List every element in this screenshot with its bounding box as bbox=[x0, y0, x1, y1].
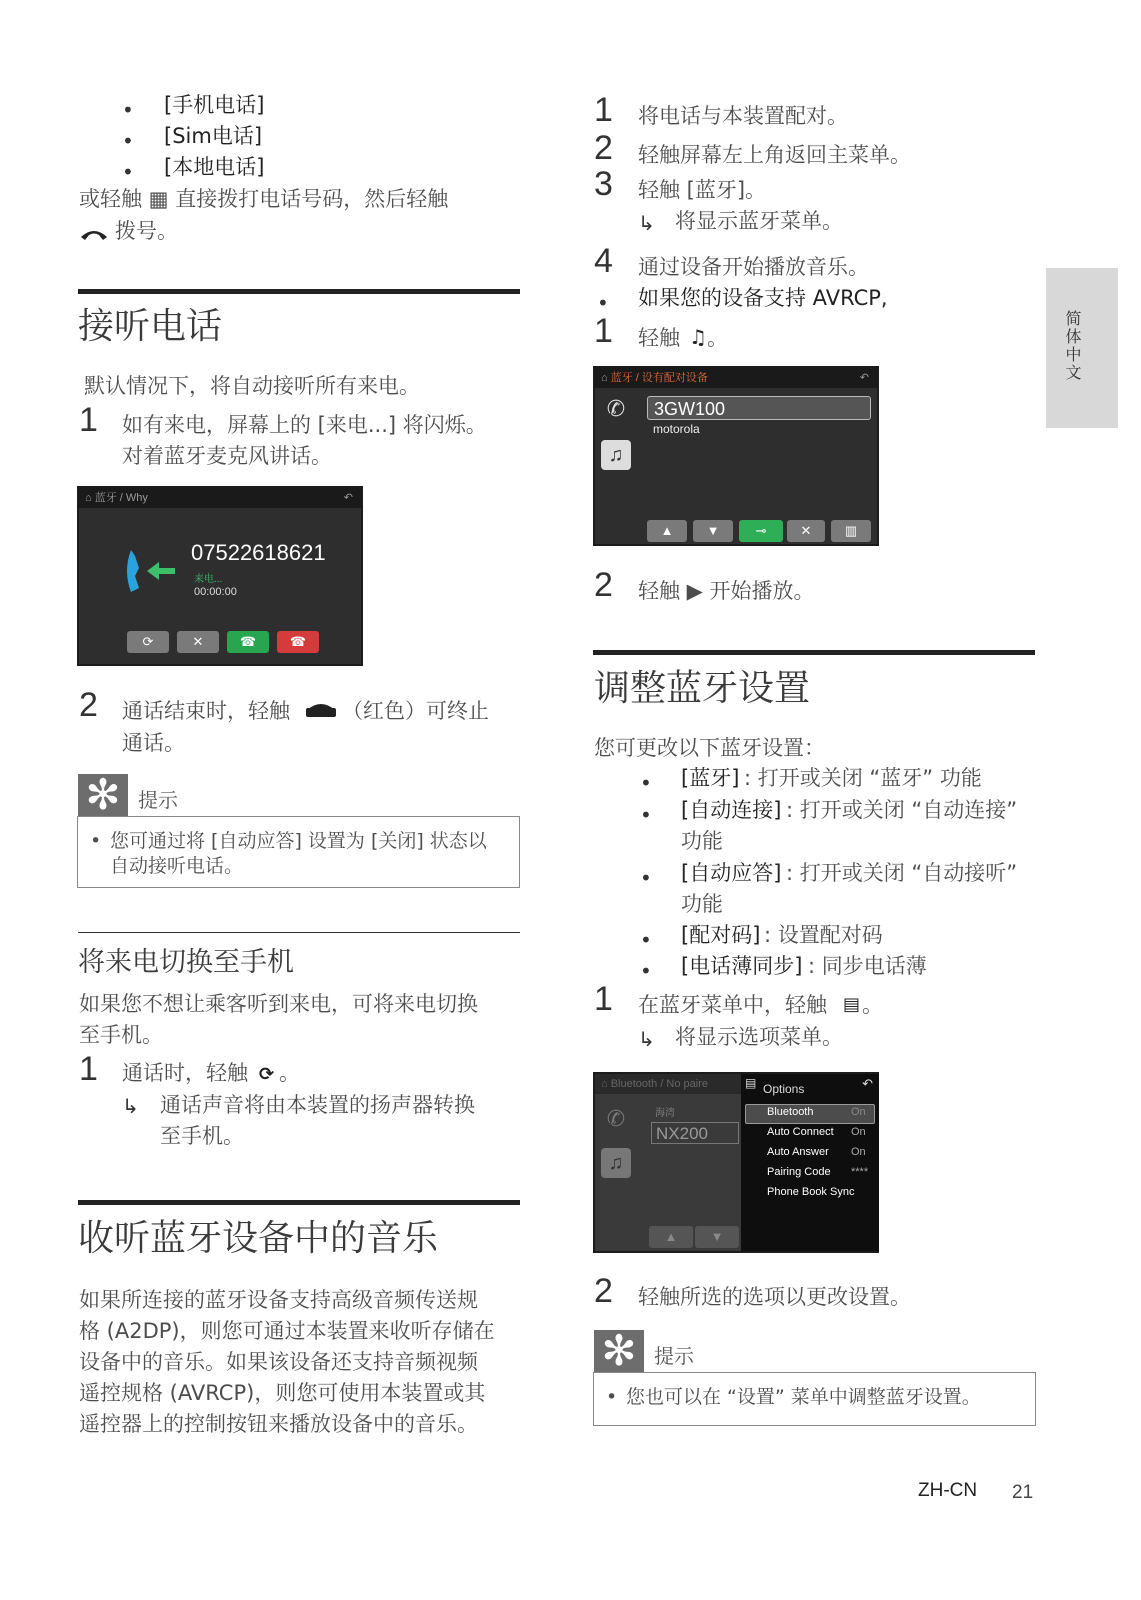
bullet-text: 如果您的设备支持 AVRCP, bbox=[638, 286, 888, 310]
result-arrow-icon: ↳ bbox=[122, 1094, 139, 1118]
option-label[interactable]: Pairing Code bbox=[767, 1166, 831, 1178]
tip-icon: ✻ bbox=[594, 1330, 644, 1372]
home-icon: ⌂ bbox=[85, 492, 92, 504]
red-hangup-icon bbox=[304, 702, 338, 718]
section-rule bbox=[78, 289, 520, 294]
step-number: 1 bbox=[594, 980, 613, 1018]
setting-desc-cont: 功能 bbox=[681, 829, 723, 853]
tip-icon: ✻ bbox=[78, 774, 128, 816]
screen-breadcrumb: ⌂ Bluetooth / No paire bbox=[595, 1074, 877, 1094]
result-text: 将显示选项菜单。 bbox=[675, 1025, 843, 1049]
setting-desc: : 打开或关闭 “自动连接” bbox=[786, 798, 1018, 822]
step-number: 4 bbox=[594, 242, 613, 280]
setting-key: [自动应答] bbox=[681, 861, 782, 885]
switch-audio-icon: ⟳ bbox=[259, 1064, 275, 1085]
back-icon: ↶ bbox=[343, 492, 353, 504]
device-tag: 海湾 bbox=[655, 1108, 675, 1119]
device-name[interactable]: 3GW100 bbox=[647, 396, 871, 420]
call-status: 来电... bbox=[194, 574, 223, 585]
setting-desc: : 打开或关闭 “蓝牙” 功能 bbox=[744, 766, 982, 790]
step-number: 2 bbox=[594, 129, 613, 167]
paragraph-line: 如果您不想让乘客听到来电，可将来电切换 bbox=[79, 992, 478, 1016]
bullet: • bbox=[606, 1386, 618, 1408]
setting-desc: : 同步电话薄 bbox=[808, 954, 927, 978]
step-text: 通话。 bbox=[122, 731, 185, 755]
step-number: 1 bbox=[79, 401, 98, 439]
switch-audio-button[interactable]: ⟳ bbox=[127, 631, 169, 653]
setting-desc: : 打开或关闭 “自动接听” bbox=[786, 861, 1018, 885]
option-value: On bbox=[851, 1106, 866, 1118]
scroll-up-button[interactable]: ▲ bbox=[647, 520, 687, 542]
option-value: **** bbox=[851, 1166, 869, 1178]
home-icon: ⌂ bbox=[601, 1078, 608, 1090]
bullet: • bbox=[640, 959, 652, 983]
intro-text: 您可更改以下蓝牙设置： bbox=[594, 736, 825, 760]
step-text: 轻触屏幕左上角返回主菜单。 bbox=[638, 143, 911, 167]
setting-key: [自动连接] bbox=[681, 798, 782, 822]
bullet: • bbox=[640, 803, 652, 827]
step-text: 轻触 ▶ 开始播放。 bbox=[638, 579, 815, 603]
setting-key: [电话薄同步] bbox=[681, 954, 803, 978]
step-text-end: 。 bbox=[279, 1061, 300, 1085]
music-note-icon: ♫ bbox=[689, 325, 707, 349]
list-item: [Sim电话] bbox=[164, 124, 263, 148]
options-title: Options bbox=[763, 1082, 805, 1096]
call-timer: 00:00:00 bbox=[194, 586, 237, 598]
step-number: 1 bbox=[594, 312, 613, 350]
result-arrow-icon: ↳ bbox=[638, 211, 655, 235]
home-icon: ⌂ bbox=[601, 372, 608, 384]
step-text: 轻触 bbox=[638, 326, 680, 350]
options-menu-icon: ▤ bbox=[843, 994, 861, 1015]
step-number: 2 bbox=[79, 686, 98, 724]
step-number: 3 bbox=[594, 165, 613, 203]
phone-icon: ✆ bbox=[606, 1106, 626, 1131]
option-label[interactable]: Auto Answer bbox=[767, 1146, 829, 1158]
list-item: [手机电话] bbox=[164, 93, 265, 117]
paragraph-line: 至手机。 bbox=[79, 1023, 163, 1047]
device-brand: motorola bbox=[653, 422, 700, 436]
setting-key: [蓝牙] bbox=[681, 766, 740, 790]
options-panel bbox=[741, 1074, 879, 1251]
section-rule bbox=[78, 1200, 520, 1205]
incoming-call-screenshot bbox=[77, 486, 363, 666]
step-number: 2 bbox=[594, 1272, 613, 1310]
section-heading: 收听蓝牙设备中的音乐 bbox=[78, 1218, 439, 1259]
step-text: 对着蓝牙麦克风讲话。 bbox=[122, 444, 332, 468]
option-label[interactable]: Auto Connect bbox=[767, 1126, 834, 1138]
scroll-up-button: ▲ bbox=[649, 1226, 693, 1248]
phone-icon[interactable]: ✆ bbox=[606, 396, 626, 421]
result-text: 将显示蓝牙菜单。 bbox=[675, 209, 843, 233]
incoming-call-icon bbox=[123, 546, 179, 601]
answer-button[interactable]: ☎ bbox=[227, 631, 269, 653]
options-menu-screenshot bbox=[593, 1072, 879, 1253]
dial-instruction-end: 拨号。 bbox=[115, 219, 178, 243]
step-number: 1 bbox=[594, 91, 613, 129]
setting-key: [配对码] bbox=[681, 923, 761, 947]
tip-text: 自动接听电话。 bbox=[110, 855, 244, 877]
option-label[interactable]: Phone Book Sync bbox=[767, 1186, 855, 1198]
option-value: On bbox=[851, 1126, 866, 1138]
step-text: 轻触 [蓝牙]。 bbox=[638, 178, 767, 202]
paragraph-line: 设备中的音乐。如果该设备还支持音频视频 bbox=[79, 1350, 478, 1374]
bullet: • bbox=[597, 291, 609, 315]
step-text: （红色）可终止 bbox=[342, 699, 489, 723]
bullet: • bbox=[122, 98, 134, 122]
scroll-down-button: ▼ bbox=[695, 1226, 739, 1248]
language-side-label: 简体中文 bbox=[1063, 310, 1082, 382]
section-heading: 接听电话 bbox=[78, 306, 223, 347]
step-text: 如有来电，屏幕上的 [来电...] 将闪烁。 bbox=[122, 413, 487, 437]
bullet: • bbox=[640, 771, 652, 795]
screen-breadcrumb: ⌂ 蓝牙 / 设有配对设备 ↶ bbox=[595, 368, 877, 388]
step-text: 通话时，轻触 bbox=[122, 1061, 248, 1085]
bullet: • bbox=[640, 928, 652, 952]
step-number: 2 bbox=[594, 566, 613, 604]
intro-text: 默认情况下，将自动接听所有来电。 bbox=[84, 374, 420, 398]
bluetooth-device-screenshot bbox=[593, 366, 879, 546]
result-text: 至手机。 bbox=[160, 1124, 244, 1148]
step-text-end: 。 bbox=[707, 326, 728, 350]
option-value: On bbox=[851, 1146, 866, 1158]
section-heading: 调整蓝牙设置 bbox=[594, 668, 811, 709]
step-text: 通话结束时，轻触 bbox=[122, 699, 290, 723]
music-icon[interactable]: ♫ bbox=[601, 440, 631, 470]
bullet: • bbox=[640, 866, 652, 890]
step-number: 1 bbox=[79, 1050, 98, 1088]
tip-title: 提示 bbox=[138, 788, 178, 812]
tip-title: 提示 bbox=[654, 1344, 694, 1368]
page-number: 21 bbox=[1012, 1482, 1034, 1503]
back-icon: ↶ bbox=[859, 372, 869, 384]
step-text: 通过设备开始播放音乐。 bbox=[638, 255, 869, 279]
paragraph-line: 遥控器上的控制按钮来播放设备中的音乐。 bbox=[79, 1412, 478, 1436]
step-text: 在蓝牙菜单中，轻触 bbox=[638, 993, 827, 1017]
paragraph-line: 遥控规格 (AVRCP)，则您可使用本装置或其 bbox=[79, 1381, 486, 1405]
bullet: • bbox=[122, 160, 134, 184]
list-item: [本地电话] bbox=[164, 155, 265, 179]
call-handset-icon bbox=[79, 226, 109, 238]
connect-button[interactable]: ⊸ bbox=[739, 520, 783, 542]
result-arrow-icon: ↳ bbox=[638, 1027, 655, 1051]
section-rule bbox=[78, 932, 520, 933]
setting-desc: : 设置配对码 bbox=[764, 923, 883, 947]
trash-button[interactable]: ▥ bbox=[831, 520, 871, 542]
music-icon: ♫ bbox=[601, 1148, 631, 1178]
mute-button[interactable]: ✕ bbox=[177, 631, 219, 653]
subsection-heading: 将来电切换至手机 bbox=[78, 947, 294, 978]
step-text: 轻触所选的选项以更改设置。 bbox=[638, 1285, 911, 1309]
result-text: 通话声音将由本装置的扬声器转换 bbox=[160, 1093, 475, 1117]
step-text: 将电话与本装置配对。 bbox=[638, 104, 848, 128]
hangup-button[interactable]: ☎ bbox=[277, 631, 319, 653]
dial-instruction: 或轻触 ▦ 直接拨打电话号码，然后轻触 bbox=[79, 187, 449, 211]
step-text-end: 。 bbox=[862, 993, 883, 1017]
device-name: NX200 bbox=[651, 1122, 739, 1144]
section-rule bbox=[593, 650, 1035, 655]
bullet: • bbox=[90, 830, 102, 852]
caller-number: 07522618621 bbox=[191, 540, 326, 565]
bullet: • bbox=[122, 129, 134, 153]
back-icon[interactable]: ↶ bbox=[862, 1076, 873, 1091]
scroll-down-button[interactable]: ▼ bbox=[693, 520, 733, 542]
delete-button[interactable]: ✕ bbox=[787, 520, 825, 542]
paragraph-line: 如果所连接的蓝牙设备支持高级音频传送规 bbox=[79, 1288, 478, 1312]
tip-text: 您也可以在 “设置” 菜单中调整蓝牙设置。 bbox=[626, 1386, 981, 1408]
paragraph-line: 格 (A2DP)，则您可通过本装置来收听存储在 bbox=[79, 1319, 495, 1343]
options-icon: ▤ bbox=[745, 1076, 757, 1090]
option-label[interactable]: Bluetooth bbox=[767, 1106, 814, 1118]
setting-desc-cont: 功能 bbox=[681, 892, 723, 916]
footer-language: ZH-CN bbox=[918, 1480, 978, 1501]
tip-text: 您可通过将 [自动应答] 设置为 [关闭] 状态以 bbox=[110, 830, 487, 852]
screen-breadcrumb: ⌂ 蓝牙 / Why ↶ bbox=[79, 488, 361, 508]
